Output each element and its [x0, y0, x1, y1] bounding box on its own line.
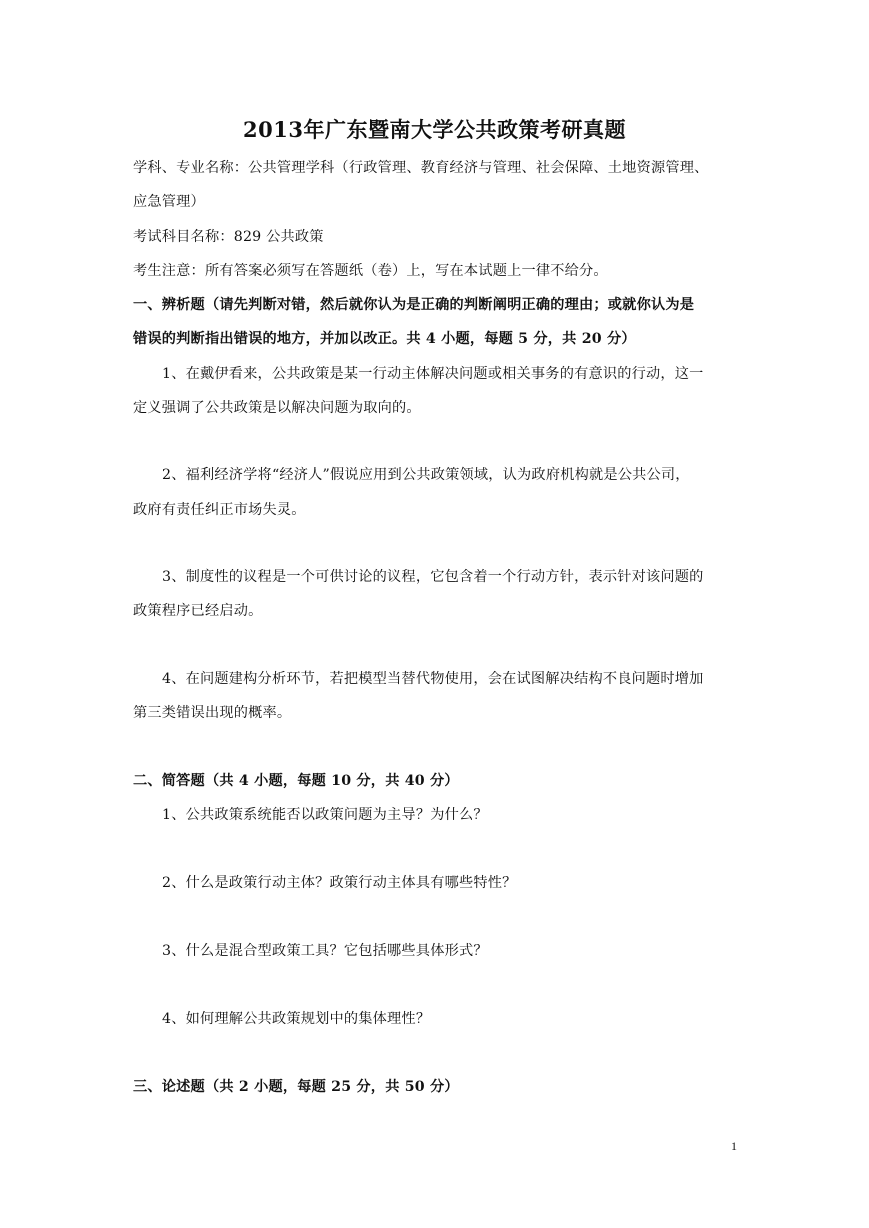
section1-heading-line-2: 错误的判断指出错误的地方，并加以改正。共 4 小题，每题 5 分，共 20 分）	[133, 331, 636, 347]
s1-q2-line-1: 2、福利经济学将“经济人”假说应用到公共政策领域，认为政府机构就是公共公司，	[162, 467, 690, 483]
s1-q1-line-1: 1、在戴伊看来，公共政策是某一行动主体解决问题或相关事务的有意识的行动，这一	[162, 366, 704, 382]
s2-q3: 3、什么是混合型政策工具？它包括哪些具体形式？	[162, 943, 488, 959]
page-number: 1	[731, 1139, 737, 1153]
section3-heading: 三、论述题（共 2 小题，每题 25 分，共 50 分）	[133, 1079, 459, 1095]
s1-q1-line-2: 定义强调了公共政策是以解决问题为取向的。	[133, 400, 421, 416]
section2-heading: 二、简答题（共 4 小题，每题 10 分，共 40 分）	[133, 773, 459, 789]
s1-q4-line-2: 第三类错误出现的概率。	[133, 705, 292, 721]
subject-line-2: 应急管理）	[133, 194, 205, 210]
page-title: 2013年广东暨南大学公共政策考研真题	[243, 117, 626, 142]
s1-q4-line-1: 4、在问题建构分析环节，若把模型当替代物使用，会在试图解决结构不良问题时增加	[162, 671, 704, 687]
s2-q2: 2、什么是政策行动主体？政策行动主体具有哪些特性？	[162, 875, 517, 891]
s1-q3-line-2: 政策程序已经启动。	[133, 603, 263, 619]
section1-heading-line-1: 一、辨析题（请先判断对错，然后就你认为是正确的判断阐明正确的理由；或就你认为是	[133, 297, 695, 313]
s2-q1: 1、公共政策系统能否以政策问题为主导？为什么？	[162, 807, 488, 823]
subject-line-1: 学科、专业名称：公共管理学科（行政管理、教育经济与管理、社会保障、土地资源管理、	[133, 160, 709, 176]
s1-q2-line-2: 政府有责任纠正市场失灵。	[133, 502, 306, 518]
s1-q3-line-1: 3、制度性的议程是一个可供讨论的议程，它包含着一个行动方针，表示针对该问题的	[162, 569, 704, 585]
candidate-notice: 考生注意：所有答案必须写在答题纸（卷）上，写在本试题上一律不给分。	[133, 263, 608, 279]
s2-q4: 4、如何理解公共政策规划中的集体理性？	[162, 1011, 431, 1027]
exam-name: 考试科目名称：829 公共政策	[133, 229, 324, 245]
